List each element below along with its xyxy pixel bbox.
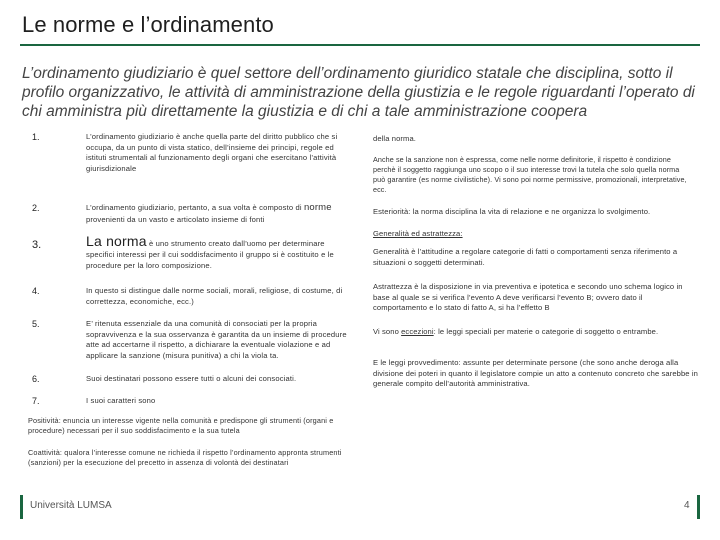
footer-accent-bar [20,495,23,519]
page-number: 4 [684,500,690,511]
item-number: 7. [32,396,40,406]
item-number: 4. [32,286,40,296]
item-number: 2. [32,203,40,213]
right-text: Astrattezza è la disposizione in via preventiva e ipotetica e secondo uno schema logico in base al quale se si verifica l’evento A deve verificarsi l’evento B; ovvero dato il comportamento e lo stato di fatto A, si ha l’effetto B [373,282,683,313]
right-text: Esteriorità: la norma disciplina la vita di relazione e ne organizza lo svolgimento. [373,207,651,216]
item-text: L’ordinamento giudiziario, pertanto, a sua volta è composto di norme provenienti da un vasto e articolato insieme di fonti [86,202,332,224]
item-text: E’ ritenuta essenziale da una comunità di consociati per la propria sopravvivenza e la sua osservanza è garantita da un insieme di procedure atte ad accertarne il rispetto, a dichiarare la eventuale violazione e ad applicare la sanzione (misura punitiva) a chi la viola ta. [86,319,347,360]
intro-paragraph: L’ordinamento giudiziario è quel settore dell’ordinamento giuridico statale che disciplina, sotto il profilo organizzativo, le attività di amministrazione della giustizia e le regole riguardanti l’operato di chi amministra più direttamente la giustizia e di chi a tale amministrazione coopera [22,65,695,120]
right-text: Anche se la sanzione non è espressa, come nelle norme definitorie, il rispetto è condizione perchè il soggetto raggiunga uno scopo o il suo interesse trovi la tutela che solo quella norma può garantire (es norme civilistiche). Vi sono poi norme permissive, promozionali, interpretative, ecc. [373,155,687,194]
coattivita-text: Coattività: qualora l’interesse comune ne richieda il rispetto l’ordinamento appronta strumenti (sanzioni) per la esecuzione del precetto in assenza di volontà dei destinatari [28,448,342,467]
item-text: I suoi caratteri sono [86,396,156,405]
right-text: Generalità è l’attitudine a regolare categorie di fatti o comportamenti senza riferimento a situazioni o soggetti determinati. [373,247,678,267]
right-text: della norma. [373,134,416,143]
positivita-text: Positività: enuncia un interesse vigente nella comunità e predispone gli strumenti (organi e procedure) necessari per il suo soddisfacimento e la sua tutela [28,416,334,435]
right-text: E le leggi provvedimento: assunte per determinate persone (che sono anche deroga alla divisione dei poteri in quanto il legislatore compie un atto a contenuto concreto che sarebbe in generale compito dell’autorità amministrativa. [373,358,698,389]
title-divider [20,44,700,46]
item-text: In questo si distingue dalle norme sociali, morali, religiose, di costume, di correttezza, economiche, ecc.) [86,286,343,306]
page-title: Le norme e l’ordinamento [22,12,274,37]
footer-right-bar [697,495,700,519]
item-number: 1. [32,132,40,142]
generalita-heading: Generalità ed astrattezza: [373,229,463,238]
item-text: L’ordinamento giudiziario è anche quella parte del diritto pubblico che si occupa, da un punto di vista statico, dell’insieme dei principi, regole ed istituti strumentali al funzionamento degli organi che esercitano l’attività giurisdizionale [86,132,338,173]
item-text: Suoi destinatari possono essere tutti o alcuni dei consociati. [86,374,297,383]
item-number: 3. [32,239,42,251]
item-text: La norma è uno strumento creato dall’uomo per determinare specifici interessi per il cui soddisfacimento il gruppo si è costituito e le procedure per la loro composizione. [86,233,334,270]
right-text: Vi sono eccezioni: le leggi speciali per materie o categorie di soggetto o entrambe. [373,327,659,336]
item-number: 5. [32,319,40,329]
item-number: 6. [32,374,40,384]
footer-university: Università LUMSA [30,500,112,511]
